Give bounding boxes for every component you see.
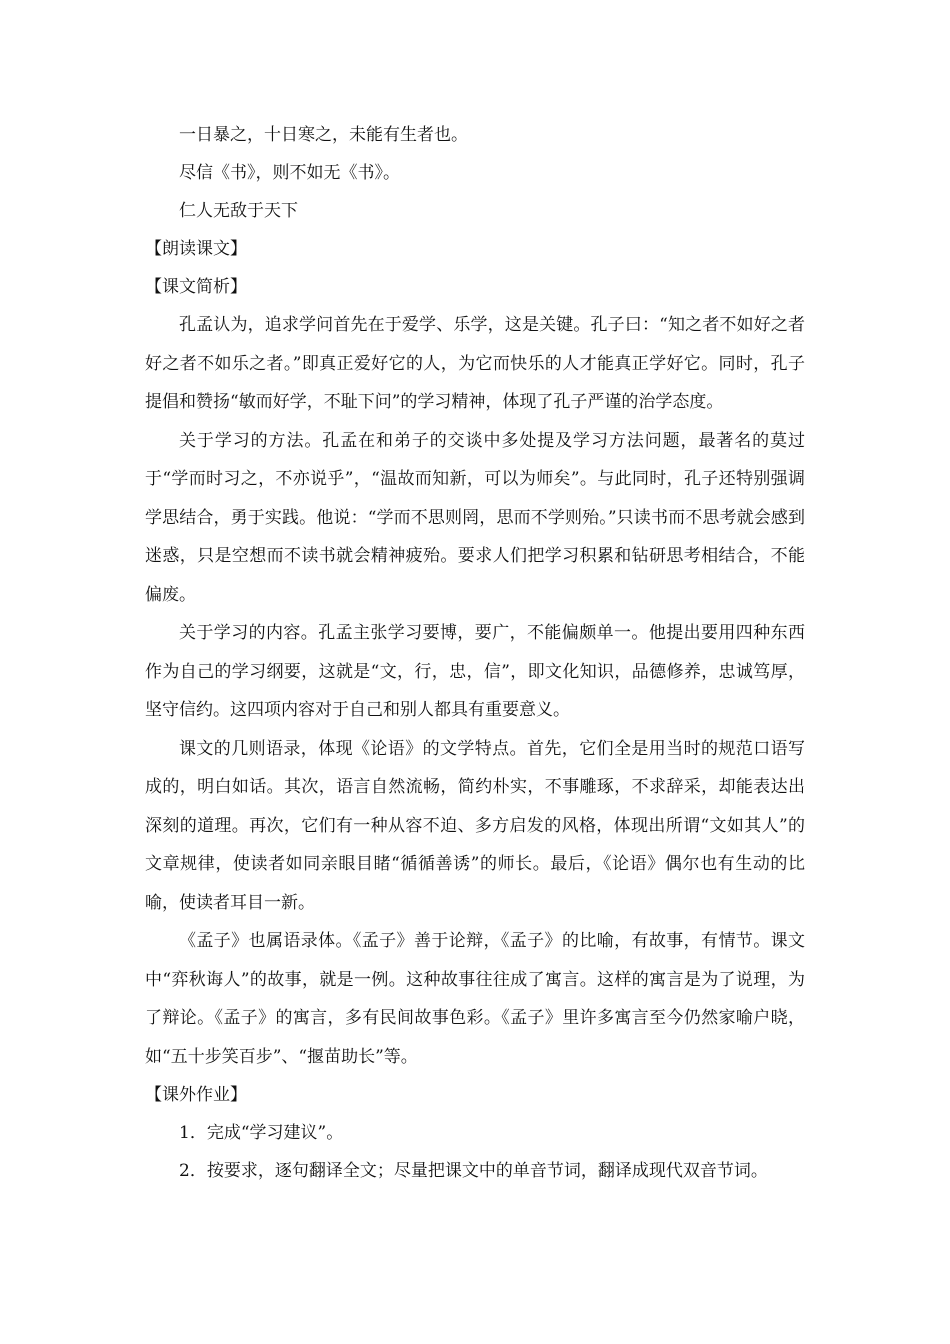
- analysis-paragraph-5: 《孟子》也属语录体。《孟子》善于论辩，《孟子》的比喻，有故事，有情节。课文中“弈秋诲人”的故事，就是一例。这种故事往往成了寓言。这样的寓言是为了说理，为了辩论。《孟子》的寓言，多有民间故事色彩。《孟子》里许多寓言至今仍然家喻户晓，如“五十步笑百步”、“揠苗助长”等。: [145, 931, 805, 1067]
- analysis-paragraph-3: 关于学习的内容。孔孟主张学习要博，要广，不能偏颇单一。他提出要用四种东西作为自己的学习纲要，这就是“文，行，忠，信”，即文化知识，品德修养，忠诚笃厚，坚守信约。这四项内容对于自己和别人都具有重要意义。: [145, 623, 805, 720]
- analysis-heading: 【课文简析】: [145, 277, 247, 297]
- analysis-paragraph-2: 关于学习的方法。孔孟在和弟子的交谈中多处提及学习方法问题，最著名的莫过于“学而时习之，不亦说乎”，“温故而知新，可以为师矣”。与此同时，孔子还特别强调学思结合，勇于实践。他说：“学而不思则罔，思而不学则殆。”只读书而不思考就会感到迷惑，只是空想而不读书就会精神疲殆。要求人们把学习积累和钻研思考相结合，不能偏废。: [145, 430, 805, 605]
- quote-line-1: 一日暴之，十日寒之，未能有生者也。: [179, 125, 468, 145]
- homework-heading: 【课外作业】: [145, 1085, 247, 1105]
- reading-heading: 【朗读课文】: [145, 239, 247, 259]
- analysis-paragraph-4: 课文的几则语录，体现《论语》的文学特点。首先，它们全是用当时的规范口语写成的，明白如话。其次，语言自然流畅，简约朴实，不事雕琢，不求辞采，却能表达出深刻的道理。再次，它们有一种从容不迫、多方启发的风格，体现出所谓“文如其人”的文章规律，使读者如同亲眼目睹“循循善诱”的师长。最后，《论语》偶尔也有生动的比喻，使读者耳目一新。: [145, 738, 805, 913]
- homework-item-2: 2．按要求，逐句翻译全文；尽量把课文中的单音节词，翻译成现代双音节词。: [179, 1161, 768, 1181]
- analysis-paragraph-1: 孔孟认为，追求学问首先在于爱学、乐学，这是关键。孔子曰：“知之者不如好之者好之者不如乐之者。”即真正爱好它的人，为它而快乐的人才能真正学好它。同时，孔子提倡和赞扬“敏而好学，不耻下问”的学习精神，体现了孔子严谨的治学态度。: [145, 315, 805, 412]
- quote-line-2: 尽信《书》，则不如无《书》。: [179, 163, 400, 183]
- document-page: [145, 124, 805, 1182]
- quote-line-3: 仁人无敌于天下: [179, 201, 298, 221]
- homework-item-1: 1．完成“学习建议”。: [179, 1123, 344, 1143]
